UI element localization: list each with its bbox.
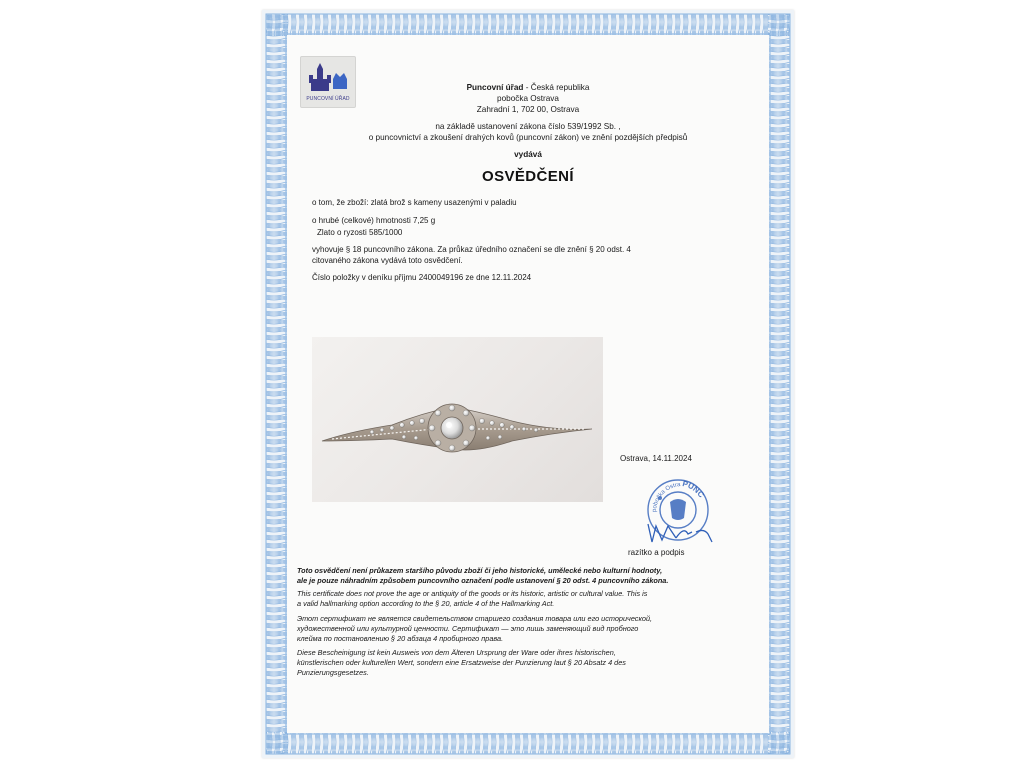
disclaimer-de-3: Punzierungsgesetzes. [297, 668, 369, 677]
issuer-country: - Česká republika [523, 83, 590, 92]
disclaimer-ru-1: Этот сертификат не является свидетельством старшего создания товара или его исторической, [297, 614, 653, 623]
disclaimer-cs-2: ale je pouze náhradním způsobem puncovního označení podle ustanovení § 20 odst. 4 puncovního zákona. [297, 576, 669, 585]
disclaimer-cs-1: Toto osvědčení není průkazem staršího původu zboží či jeho historické, umělecké nebo kulturní hodnoty, [297, 566, 663, 575]
disclaimer-ru-3: клейма по постановлению § 20 абзаца 4 пробирного права. [297, 634, 504, 643]
stamp-office-text: PUNC [681, 479, 706, 500]
certificate-title: OSVĚDČENÍ [482, 168, 574, 185]
official-stamp [618, 462, 718, 552]
goods-description: o tom, že zboží: zlatá brož s kameny usazenými v paladiu [312, 198, 517, 207]
law-reference: na základě ustanovení zákona číslo 539/1992 Sb. , [435, 122, 621, 131]
logo-caption: PUNCOVNÍ ÚŘAD [306, 96, 350, 102]
stamp-signature-caption: razítko a podpis [628, 548, 685, 557]
compliance-text-1: vyhovuje § 18 puncovního zákona. Za průkaz úředního označení se dle znění § 20 odst. 4 [312, 245, 631, 254]
issuer-line [262, 82, 794, 93]
issues-label: vydává [514, 150, 542, 159]
disclaimer-de-1: Diese Bescheinigung ist kein Ausweis von dem Älteren Ursprung der Ware oder ihres historischen, [297, 648, 616, 657]
certificate-sheet [262, 10, 794, 758]
address-line: Zahradní 1, 702 00, Ostrava [476, 105, 580, 114]
brooch-image [312, 337, 603, 502]
svg-text:PUNC [681, 479, 706, 499]
stamp-branch-text: pobočka Ostra [651, 482, 681, 513]
issuer-name: Puncovní úřad [466, 83, 524, 92]
gross-weight: o hrubé (celkové) hmotnosti 7,25 g [312, 216, 436, 225]
compliance-text-2: citovaného zákona vydává toto osvědčení. [312, 256, 463, 265]
law-description: o puncovnictví a zkoušení drahých kovů (puncovní zákon) ve znění pozdějších předpisů [368, 133, 688, 142]
entry-number: Číslo položky v deníku příjmu 2400049196 ze dne 12.11.2024 [312, 273, 532, 282]
brooch-photo [312, 337, 603, 502]
place-and-date: Ostrava, 14.11.2024 [620, 454, 692, 463]
stamp-icon [618, 462, 718, 552]
disclaimer-en-2: a valid hallmarking option according to the § 20, article 4 of the Hallmarking Act. [297, 599, 555, 608]
gold-fineness: Zlato o ryzosti 585/1000 [317, 228, 403, 237]
disclaimer-ru-2: художественной или культурной ценности. Сертификат — это лишь заменяющий вид пробного [297, 624, 639, 633]
branch-line: pobočka Ostrava [497, 94, 559, 103]
disclaimer-en-1: This certificate does not prove the age or antiquity of the goods or its historic, artistic or cultural value. This is [297, 589, 648, 598]
disclaimer-de-2: künstlerischen oder kulturellen Wert, sondern eine Ersatzweise der Punzierung laut § 20 Absatz 4 des [297, 658, 626, 667]
